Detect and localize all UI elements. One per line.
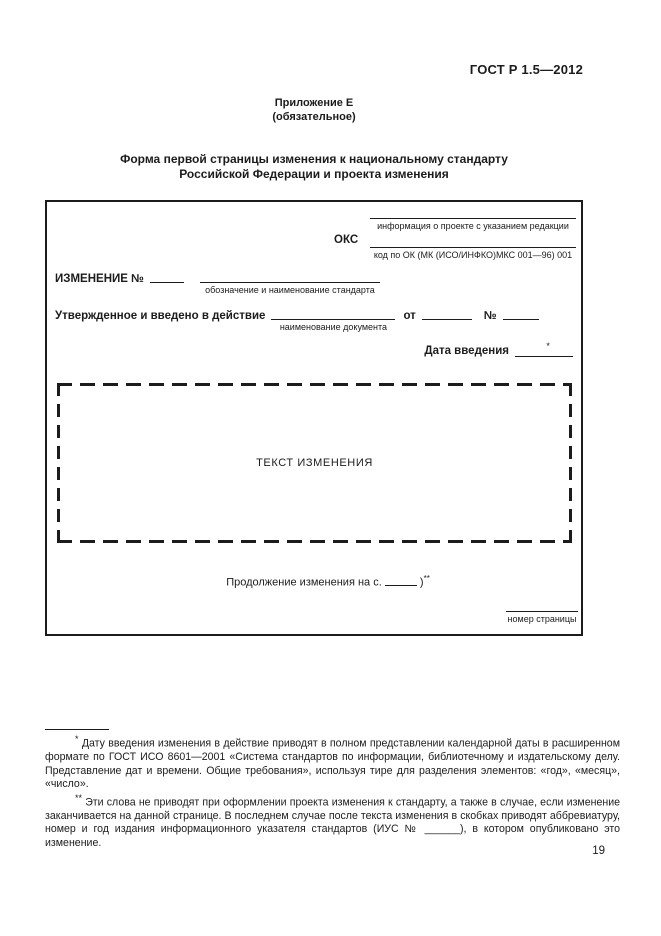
project-info-blank bbox=[370, 208, 576, 219]
footnote-1-text: Дату введения изменения в действие приводят в полном представлении календарной даты в расширенном формате по ГОСТ ИСО 8601—2001 «Система стандартов по информации, библиотечному и издательскому делу. Представление дат и времени. Общие требования», используя тире для разделения элементов: «год», «месяц», «число». bbox=[45, 737, 620, 791]
continuation-page-blank bbox=[385, 575, 417, 586]
approved-label: Утвержденное и введено в действие bbox=[55, 310, 266, 322]
form-title bbox=[45, 152, 583, 182]
date-blank bbox=[422, 309, 472, 320]
page-number: 19 bbox=[592, 845, 605, 857]
oks-row bbox=[334, 233, 576, 248]
amendment-label: ИЗМЕНЕНИЕ № bbox=[55, 273, 144, 285]
from-label: от bbox=[403, 310, 416, 322]
approved-row bbox=[55, 309, 539, 332]
oks-area bbox=[334, 208, 576, 260]
designation-caption: обозначение и наименование стандарта bbox=[205, 285, 375, 295]
change-text-label: ТЕКСТ ИЗМЕНЕНИЯ bbox=[256, 457, 373, 469]
document-caption: наименование документа bbox=[279, 322, 388, 332]
continuation-label: Продолжение изменения на с. bbox=[226, 576, 382, 589]
designation-field bbox=[200, 272, 380, 295]
oks-blank bbox=[370, 233, 576, 248]
continuation-suffix: ) bbox=[419, 576, 424, 589]
footnote-2-text: Эти слова не приводят при оформлении проекта изменения к стандарту, а также в случае, если изменение заканчивается на данной странице. В последнем случае после текста изменения в скобках приводят аббревиатуру, номер и год издания информационного указателя стандартов (ИУС № ______), в котором опубликовано это изменение. bbox=[45, 796, 620, 849]
change-text-box bbox=[57, 383, 572, 543]
footnote-separator bbox=[45, 729, 109, 730]
amendment-number-blank bbox=[150, 272, 184, 283]
footnote-1-marker: * bbox=[75, 734, 79, 744]
footnote-1 bbox=[45, 733, 620, 792]
document-blank bbox=[271, 309, 395, 320]
doc-number-blank bbox=[503, 309, 539, 320]
form-title-line2: Российской Федерации и проекта изменения bbox=[179, 167, 449, 181]
number-label: № bbox=[483, 310, 497, 322]
page-number-field bbox=[506, 604, 578, 624]
page-number-blank bbox=[506, 604, 578, 612]
page-number-caption: номер страницы bbox=[507, 614, 577, 624]
project-info-caption: информация о проекте с указанием редакции bbox=[377, 221, 569, 231]
document-field bbox=[271, 309, 395, 332]
oks-label: ОКС bbox=[334, 234, 359, 246]
continuation-row bbox=[61, 574, 595, 589]
amendment-row bbox=[55, 272, 380, 295]
appendix-heading bbox=[45, 96, 583, 124]
amendment-form-box bbox=[45, 200, 583, 636]
footnote-marker-1: * bbox=[546, 341, 550, 351]
footnote-2 bbox=[45, 792, 620, 851]
doc-code: ГОСТ Р 1.5—2012 bbox=[469, 62, 583, 77]
oks-code-caption: код по ОК (МК (ИСО/ИНФКО)МКС 001—96) 001 bbox=[373, 250, 573, 260]
intro-date-row bbox=[424, 341, 573, 357]
designation-blank bbox=[200, 272, 380, 283]
intro-date-label: Дата введения bbox=[424, 345, 509, 357]
appendix-subtitle: (обязательное) bbox=[272, 111, 356, 123]
appendix-title: Приложение Е bbox=[274, 97, 354, 109]
form-title-line1: Форма первой страницы изменения к национальному стандарту bbox=[120, 152, 508, 166]
footnotes bbox=[45, 733, 620, 850]
footnote-2-marker: ** bbox=[75, 792, 83, 803]
intro-date-blank bbox=[515, 341, 573, 357]
footnote-marker-2: ** bbox=[423, 574, 430, 583]
